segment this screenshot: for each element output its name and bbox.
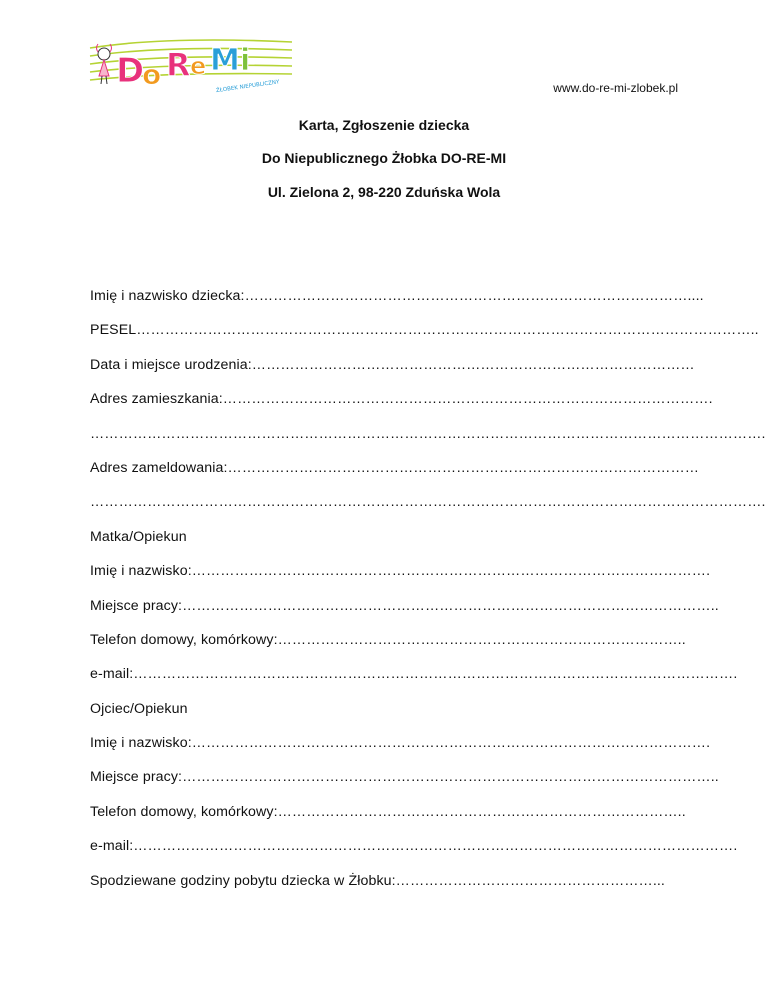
father-name-field: Imię i nazwisko:………………………………………………………………………………………………. [90,735,711,752]
father-workplace-field: Miejsce pracy:………………………………………………………………………………………………….. [90,769,719,786]
pesel-field: PESEL………………………………………………………………………………………………………………….. [90,322,759,339]
residence-address-field: Adres zamieszkania:…………………………………………………………………………………………. [90,391,713,408]
mother-name-field: Imię i nazwisko:………………………………………………………………………………………………. [90,563,711,580]
logo-letter-r: R [166,46,191,84]
birth-date-place-field: Data i miejsce urodzenia:………………………………………………………………………………… [90,356,695,373]
father-email-field: e-mail:………………………………………………………………………………………………………………. [90,838,738,855]
doremi-logo [86,36,300,100]
institution-address: Ul. Zielona 2, 98-220 Zduńska Wola [267,184,501,200]
residence-address-continuation: ……………………………………………………………………………………………………………………………. [90,425,766,442]
logo-letter-i: i [240,43,251,78]
website-url: www.do-re-mi-zlobek.pl [553,81,678,95]
father-section-heading: Ojciec/Opiekun [90,700,188,717]
mother-phone-field: Telefon domowy, komórkowy:………………………………………………………………………….. [90,631,686,648]
form-fields [90,288,766,907]
registered-address-field: Adres zameldowania:……………………………………………………………………………………… [90,459,700,476]
institution-name: Do Niepublicznego Żłobka DO-RE-MI [261,150,507,166]
child-name-field: Imię i nazwisko dziecka:………………………………………………………………………………….... [90,288,704,304]
mother-section-heading: Matka/Opiekun [90,528,187,545]
mother-email-field: e-mail:………………………………………………………………………………………………………………. [90,666,738,683]
registered-address-continuation: ……………………………………………………………………………………………………………………………. [90,494,766,511]
father-phone-field: Telefon domowy, komórkowy:………………………………………………………………………….. [90,803,686,820]
logo-tagline: ŻŁOBEK NIEPUBLICZNY [215,79,280,95]
logo-letter-d: D [116,51,145,91]
logo-letter-m: M [210,43,240,78]
document-title: Karta, Zgłoszenie dziecka [298,117,470,133]
mother-workplace-field: Miejsce pracy:………………………………………………………………………………………………….. [90,597,719,614]
logo-letter-e: e [190,52,207,80]
logo-letter-o: o [142,58,162,91]
expected-hours-field: Spodziewane godziny pobytu dziecka w Żłobku:………………………………………………... [90,872,665,889]
